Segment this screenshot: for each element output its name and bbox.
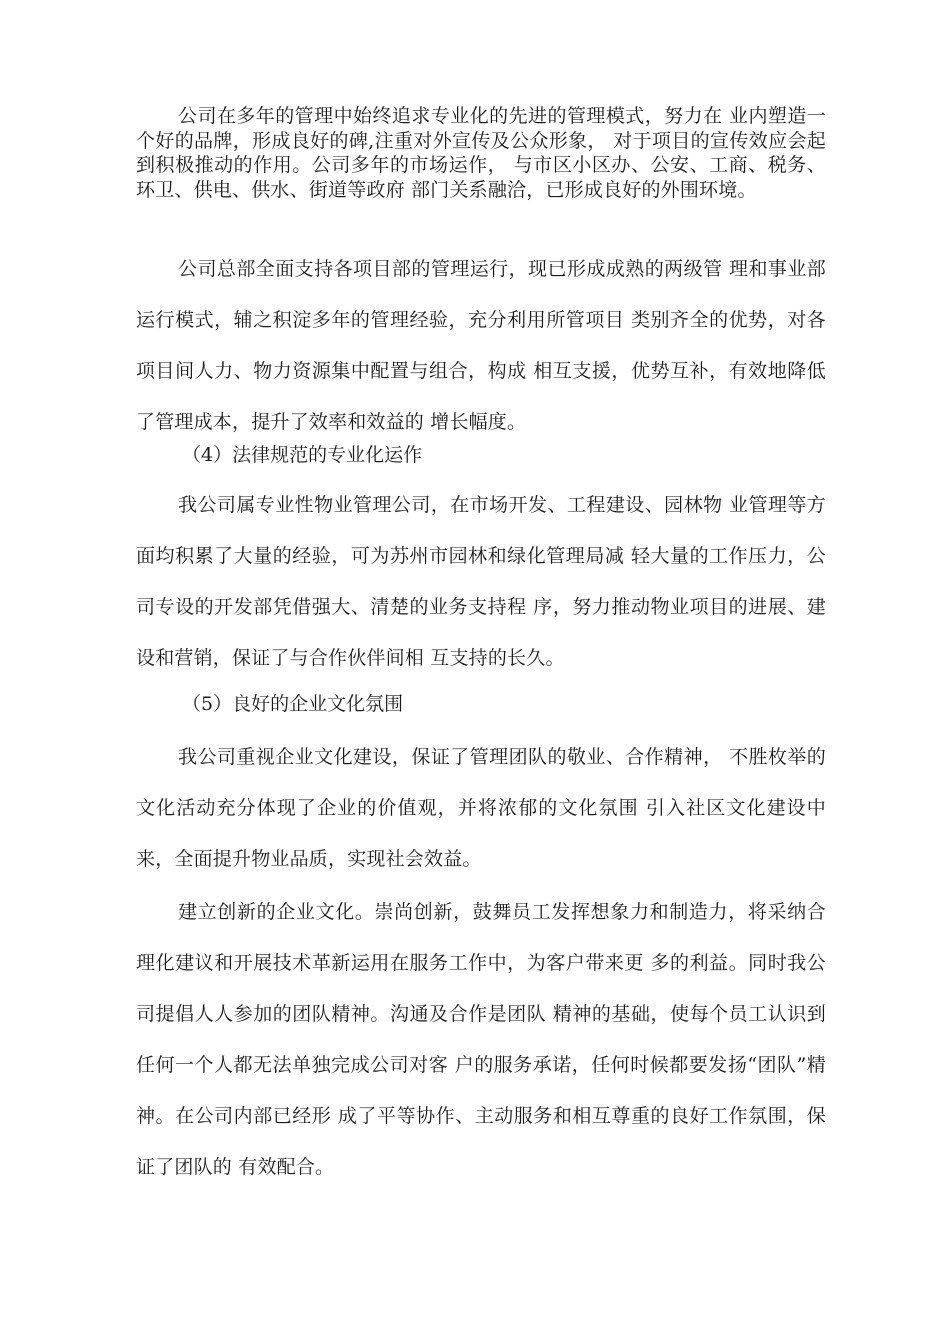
paragraph-innovation-culture: 建立创新的企业文化。崇尚创新，鼓舞员工发挥想象力和制造力，将采纳合理化建议和开展技术革新运用在服务工作中，为客户带来更 多的利益。同时我公司提倡人人参加的团队精神。沟通及合作是团队 精神的基础，使每个员工认识到任何一个人都无法单独完成公司对客 户的服务承诺，任何时候都要发扬“团队”精神。在公司内部已经形 成了平等协作、主动服务和相互尊重的良好工作氛围，保证了团队的 有效配合。 bbox=[136, 901, 826, 1178]
section-heading-4: （4）法律规范的专业化运作 bbox=[182, 444, 423, 466]
paragraph-company-brand: 公司在多年的管理中始终追求专业化的先进的管理模式，努力在 业内塑造一个好的品牌，形成良好的碑,注重对外宣传及公众形象， 对于项目的宣传效应会起到积极推动的作用。公司多年的市场运作， 与市区小区办、公安、工商、税务、环卫、供电、供水、街道等政府 部门关系融洽，已形成良好的外围环境。 bbox=[136, 105, 826, 201]
paragraph-legal-operation: 我公司属专业性物业管理公司，在市场开发、工程建设、园林物 业管理等方面均积累了大量的经验，可为苏州市园林和绿化管理局减 轻大量的工作压力，公司专设的开发部凭借强大、清楚的业务支持程 序，努力推动物业项目的进展、建设和营销，保证了与合作伙伴间相 互支持的长久。 bbox=[136, 494, 826, 669]
paragraph-headquarters-support: 公司总部全面支持各项目部的管理运行，现已形成成熟的两级管 理和事业部运行模式，辅之积淀多年的管理经验，充分利用所管项目 类别齐全的优势，对各项目间人力、物力资源集中配置与组合，构成 相互支援，优势互补，有效地降低了管理成本，提升了效率和效益的 增长幅度。 bbox=[136, 258, 826, 433]
section-heading-5: （5）良好的企业文化氛围 bbox=[182, 693, 404, 715]
paragraph-corporate-culture: 我公司重视企业文化建设，保证了管理团队的敬业、合作精神， 不胜枚举的文化活动充分体现了企业的价值观，并将浓郁的文化氛围 引入社区文化建设中来，全面提升物业品质，实现社会效益。 bbox=[136, 746, 826, 870]
